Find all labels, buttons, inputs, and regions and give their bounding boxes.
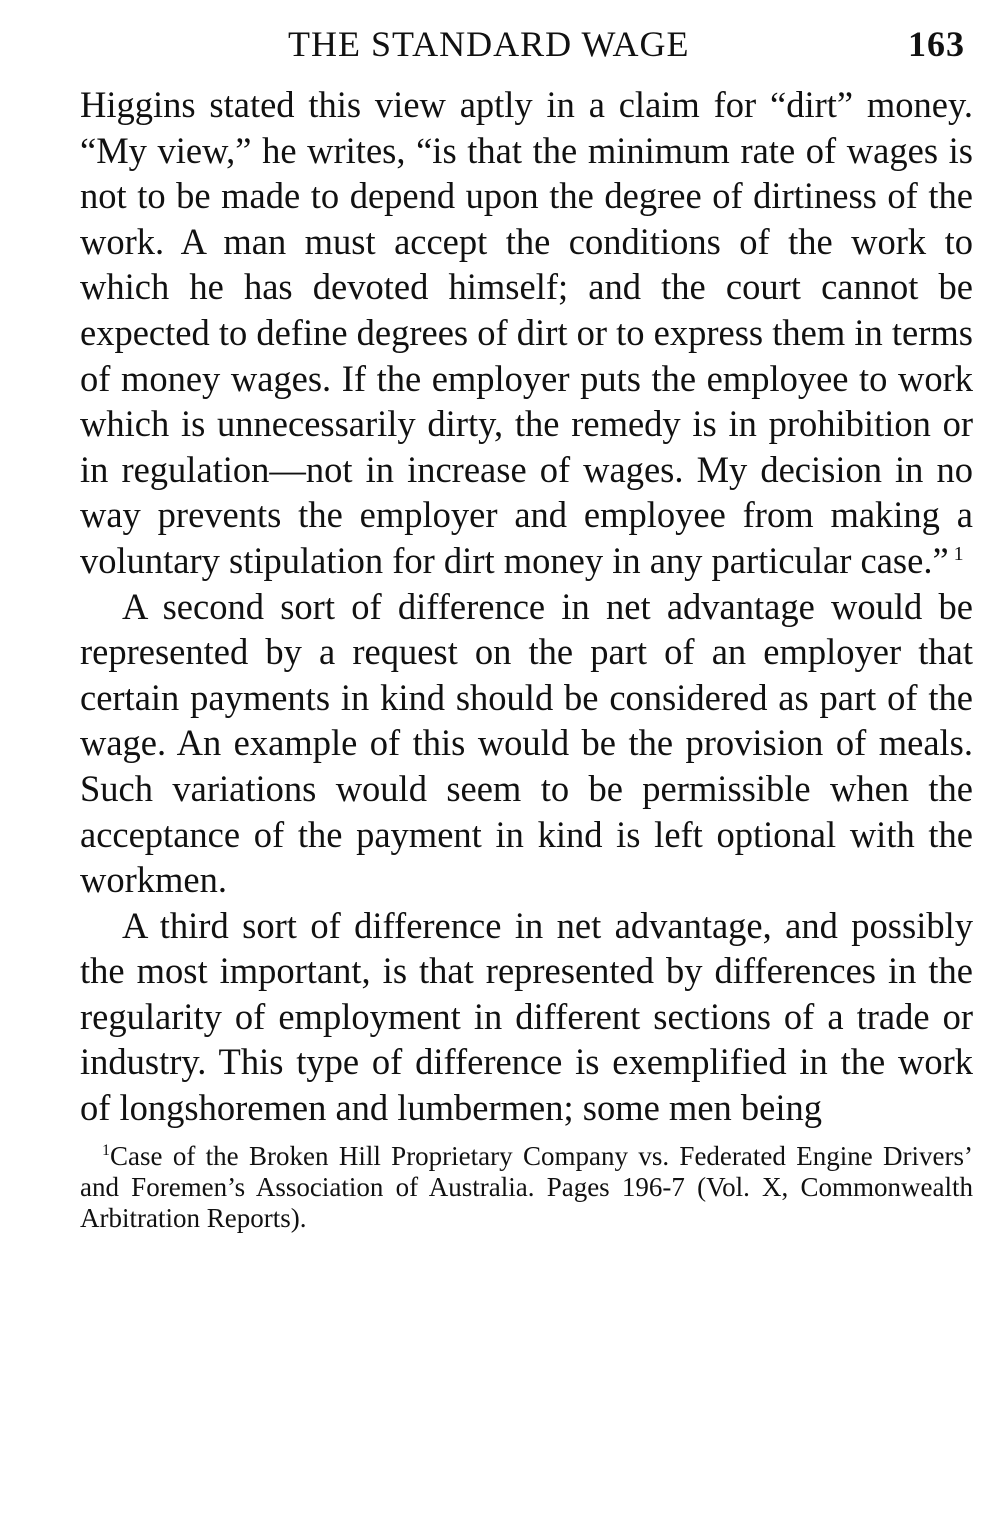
paragraph-payments-in-kind: A second sort of difference in net advantage would be represented by a request on the part of an employer that certain payments in kind should be considered as part of the wage. An example of this would be the provision of meals. Such variations would seem to be permissible when the acceptance of the payment in kind is left optional with the workmen. <box>80 585 973 901</box>
paragraph-higgins-quote <box>80 82 973 584</box>
body-text <box>80 82 973 1131</box>
footnote-number: 1 <box>102 1141 110 1159</box>
page-number: 163 <box>908 24 965 64</box>
book-page <box>80 14 973 1234</box>
footnote-mark <box>949 543 964 565</box>
running-head <box>80 14 973 74</box>
footnote-mark-number: 1 <box>953 542 964 565</box>
paragraph-text: Higgins stated this view aptly in a claim for “dirt” money. “My view,” he writes, “is that the minimum rate of wages is not to be made to depend upon the degree of dirtiness of the work. A man must accept the conditions of the work to which he has devoted himself; and the court cannot be expected to define degrees of dirt or to express them in terms of money wages. If the employer puts the employee to work which is unnecessarily dirty, the remedy is in prohibition or in regulation—not in increase of wages. My decision in no way prevents the employer and employee from making a voluntary stipulation for dirt money in any particular case.” <box>80 84 973 581</box>
footnote-text: Case of the Broken Hill Proprietary Company vs. Federated Engine Drivers’ and Foremen’s Association of Australia. Pages 196-7 (Vol. X, Commonwealth Arbitration Reports). <box>80 1140 973 1233</box>
running-title: THE STANDARD WAGE <box>288 24 690 64</box>
footnote <box>80 1141 973 1234</box>
paragraph-regularity-of-employment: A third sort of difference in net advantage, and possibly the most important, is that represented by differences in the regularity of employment in different sections of a trade or industry. This type of difference is exemplified in the work of longshoremen and lumbermen; some men being <box>80 904 973 1129</box>
